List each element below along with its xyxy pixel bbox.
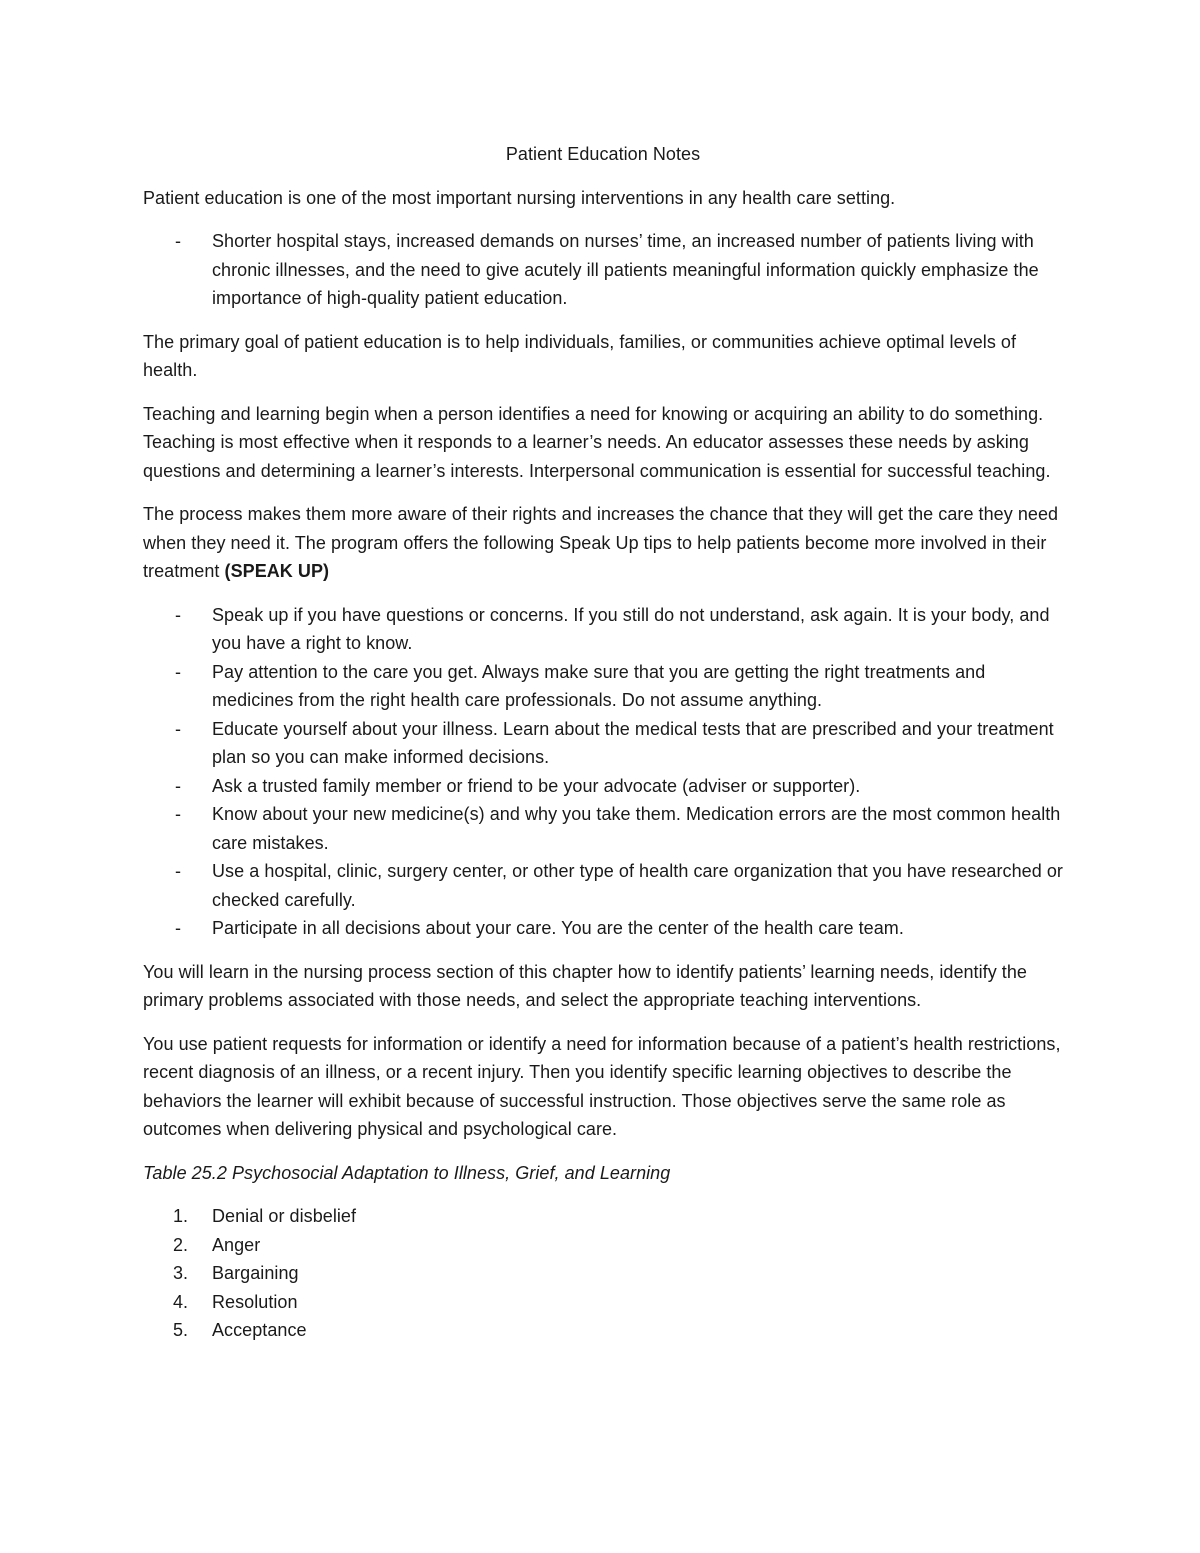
learning-needs-paragraph: You will learn in the nursing process section of this chapter how to identify patients’ learning needs, identify the primary problems associated with those needs, and select the appropriate teaching interventions. bbox=[143, 961, 1027, 1010]
goal-paragraph: The primary goal of patient education is to help individuals, families, or communities achieve optimal levels of health. bbox=[143, 331, 1017, 380]
dash-marker: - bbox=[175, 661, 182, 682]
list-item bbox=[143, 772, 1063, 801]
list-item-text: Ask a trusted family member or friend to be your advocate (adviser or supporter). bbox=[212, 775, 861, 796]
list-item-text: Participate in all decisions about your care. You are the center of the health care team. bbox=[212, 918, 904, 938]
list-item bbox=[143, 1202, 1063, 1231]
process-text: The process makes them more aware of their rights and increases the chance that they will get the care they need when they need it. The program offers the following Speak Up tips to help patients become more involved in their treatment bbox=[143, 504, 1059, 581]
list-item-text: Shorter hospital stays, increased demands on nurses’ time, an increased number of patients living with chronic illnesses, and the need to give acutely ill patients meaningful information quickly emphasize the importance of high-quality patient education. bbox=[212, 231, 1039, 308]
number-marker: 3. bbox=[173, 1263, 189, 1283]
list-item-text: Speak up if you have questions or concerns. If you still do not understand, ask again. It is your body, and you have a right to know. bbox=[212, 604, 1050, 653]
list-item bbox=[143, 715, 1063, 772]
list-item bbox=[143, 914, 1063, 943]
list-item bbox=[143, 601, 1063, 658]
number-marker: 4. bbox=[173, 1291, 189, 1312]
list-item-text: Anger bbox=[212, 1234, 261, 1255]
list-item bbox=[143, 1316, 1063, 1345]
list-item-text: Denial or disbelief bbox=[212, 1206, 357, 1226]
list-item-text: Know about your new medicine(s) and why you take them. Medication errors are the most common health care mistakes. bbox=[212, 804, 1061, 853]
teaching-paragraph: Teaching and learning begin when a person identifies a need for knowing or acquiring an ability to do something. Teaching is most effective when it responds to a learner’s needs. An educator assesses these needs by asking questions and determining a learner’s interests. Interpersonal communication is essential for successful teaching. bbox=[143, 403, 1051, 481]
document-title: Patient Education Notes bbox=[505, 144, 701, 164]
dash-marker: - bbox=[175, 231, 182, 251]
table-caption: Table 25.2 Psychosocial Adaptation to Illness, Grief, and Learning bbox=[143, 1162, 671, 1183]
list-item-text: Pay attention to the care you get. Always make sure that you are getting the right treatments and medicines from the right health care professionals. Do not assume anything. bbox=[212, 661, 986, 710]
list-item bbox=[143, 658, 1063, 715]
dash-marker: - bbox=[175, 804, 182, 824]
list-item-text: Acceptance bbox=[212, 1320, 307, 1340]
dash-marker: - bbox=[175, 604, 182, 625]
number-marker: 1. bbox=[173, 1206, 189, 1226]
list-item bbox=[143, 857, 1063, 914]
list-item-text: Educate yourself about your illness. Learn about the medical tests that are prescribed and your treatment plan so you can make informed decisions. bbox=[212, 718, 1054, 767]
intro-paragraph: Patient education is one of the most important nursing interventions in any health care setting. bbox=[143, 187, 896, 208]
intro-bullet-list bbox=[143, 227, 1063, 313]
list-item-text: Use a hospital, clinic, surgery center, or other type of health care organization that you have researched or checked carefully. bbox=[212, 861, 1063, 910]
number-marker: 5. bbox=[173, 1320, 189, 1340]
adaptation-stages-list bbox=[143, 1202, 1063, 1345]
list-item bbox=[143, 800, 1063, 857]
speak-up-bullet-list bbox=[143, 601, 1063, 943]
number-marker: 2. bbox=[173, 1234, 189, 1255]
dash-marker: - bbox=[175, 718, 182, 739]
list-item-text: Bargaining bbox=[212, 1263, 299, 1283]
list-item-text: Resolution bbox=[212, 1291, 298, 1312]
list-item bbox=[143, 1259, 1063, 1288]
list-item bbox=[143, 1288, 1063, 1317]
list-item bbox=[143, 1231, 1063, 1260]
dash-marker: - bbox=[175, 918, 182, 938]
speak-up-label: (SPEAK UP) bbox=[224, 561, 330, 581]
patient-requests-paragraph: You use patient requests for information or identify a need for information because of a patient’s health restrictions, recent diagnosis of an illness, or a recent injury. Then you identify specific learning objectives to describe the behaviors the learner will exhibit because of successful instruction. Those objectives serve the same role as outcomes when delivering physical and psychological care. bbox=[143, 1033, 1061, 1139]
process-paragraph bbox=[143, 500, 1063, 586]
dash-marker: - bbox=[175, 775, 182, 796]
dash-marker: - bbox=[175, 861, 182, 881]
list-item bbox=[143, 227, 1063, 313]
document-page bbox=[143, 140, 1063, 1360]
